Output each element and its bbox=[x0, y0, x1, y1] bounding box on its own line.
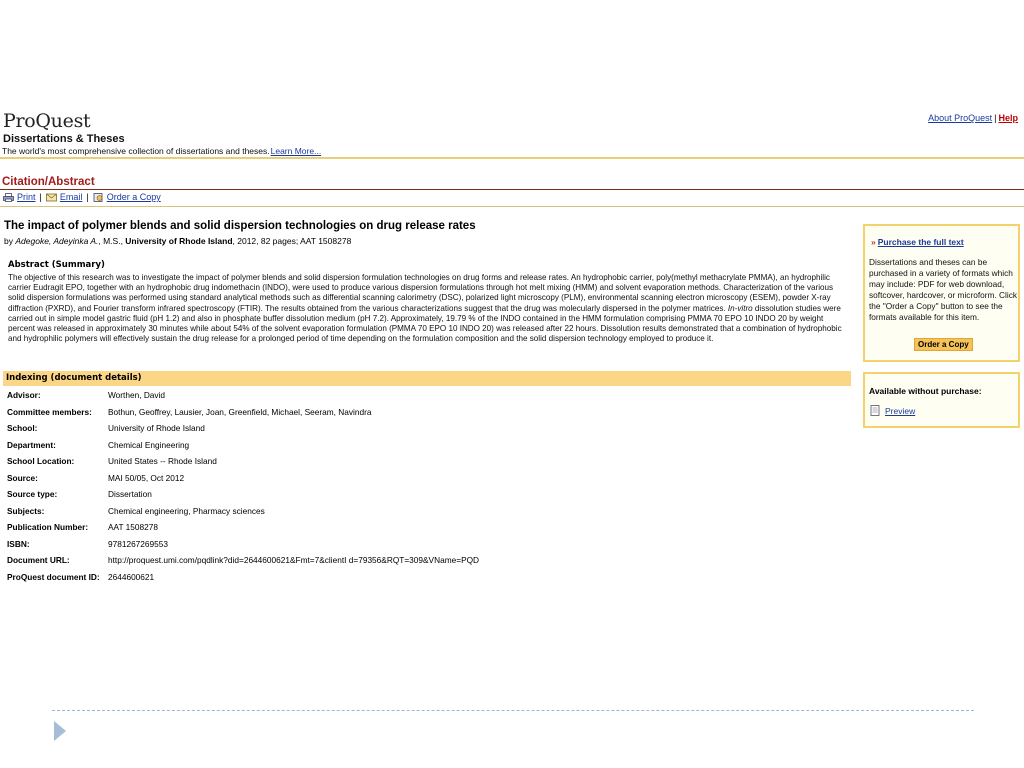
preview-link[interactable]: Preview bbox=[885, 405, 916, 416]
logo-text: ProQuest bbox=[3, 110, 91, 132]
proquest-logo[interactable] bbox=[3, 110, 125, 145]
purchase-box bbox=[863, 224, 1020, 362]
order-icon[interactable] bbox=[93, 193, 104, 202]
index-value: United States -- Rhode Island bbox=[108, 456, 217, 466]
header bbox=[0, 110, 1024, 158]
index-label: School Location: bbox=[7, 456, 75, 466]
publication-details: , 2012, 82 pages; AAT 1508278 bbox=[232, 236, 352, 246]
index-value: Worthen, David bbox=[108, 390, 166, 400]
tagline bbox=[2, 146, 321, 156]
header-divider bbox=[0, 157, 1024, 159]
email-link[interactable]: Email bbox=[59, 192, 83, 202]
separator: | bbox=[39, 192, 42, 202]
index-label: Committee members: bbox=[7, 406, 92, 417]
document-url-value[interactable]: http://proquest.umi.com/pqdlink?did=2644600621&Fmt=7&clientI d=79356&RQT=309&VName=PQD bbox=[108, 555, 480, 565]
available-title: Available without purchase: bbox=[869, 386, 982, 396]
byline bbox=[4, 236, 351, 246]
document-title: The impact of polymer blends and solid dispersion technologies on drug release rates bbox=[4, 220, 476, 232]
purchase-full-text bbox=[871, 237, 964, 247]
play-icon[interactable] bbox=[53, 720, 67, 742]
preview-icon[interactable] bbox=[870, 405, 881, 416]
abstract-part-2: dissolution studies were carried out in simple model gastric fluid (pH 1.2) and also in phosphate buffer dissolution medium (pH 7.2). Approximately, 19.79 % of the INDO contained in the HMM formulation comprising PMMA 70 EPO 10 INDO 20 by weight percent was released in approximately 30 minutes while about 54% of the solvent evaporation formulation (PMMA 70 EPO 10 INDO 20) was released after 22 hours. Dissolution results demonstrated that a combination of hydrophobic and hydrophilic polymers will effectively sustain the drug release for a prolonged period of time depending on the formulation composition and the solid dispersion technology employed to produce it. bbox=[8, 303, 842, 344]
index-value: University of Rhode Island bbox=[108, 423, 205, 433]
learn-more-link[interactable]: Learn More... bbox=[270, 146, 322, 156]
abstract-text bbox=[8, 273, 850, 344]
dashed-divider bbox=[52, 710, 974, 711]
tagline-text: The world's most comprehensive collection of dissertations and theses. bbox=[2, 146, 270, 156]
index-value: Chemical Engineering bbox=[108, 439, 190, 450]
index-label: ISBN: bbox=[7, 538, 30, 549]
index-label: School: bbox=[7, 423, 38, 433]
degree: , M.S., bbox=[98, 236, 126, 246]
index-label: Document URL: bbox=[7, 555, 70, 565]
separator: | bbox=[86, 192, 89, 202]
preview-row bbox=[870, 405, 915, 416]
section-title: Citation/Abstract bbox=[2, 176, 95, 188]
purchase-full-text-link[interactable]: Purchase the full text bbox=[877, 237, 964, 247]
indexing-heading: Indexing (document details) bbox=[3, 371, 851, 386]
index-label: Source: bbox=[7, 472, 38, 483]
index-value: AAT 1508278 bbox=[108, 522, 158, 532]
index-label: ProQuest document ID: bbox=[7, 571, 100, 582]
print-link[interactable]: Print bbox=[17, 192, 36, 202]
index-value: Bothun, Geoffrey, Lausier, Joan, Greenfield, Michael, Seeram, Navindra bbox=[108, 406, 372, 417]
available-box bbox=[863, 372, 1020, 428]
double-chevron-icon: » bbox=[871, 237, 876, 247]
index-value: Chemical engineering, Pharmacy sciences bbox=[108, 505, 265, 516]
toolbar bbox=[3, 192, 161, 202]
index-label: Subjects: bbox=[7, 505, 45, 516]
index-label: Department: bbox=[7, 439, 56, 450]
index-value: 2644600621 bbox=[108, 571, 155, 582]
index-value: MAI 50/05, Oct 2012 bbox=[108, 472, 185, 483]
logo-subtitle: Dissertations & Theses bbox=[3, 133, 125, 145]
toolbar-divider bbox=[0, 206, 1024, 207]
index-label: Source type: bbox=[7, 489, 58, 499]
section-divider bbox=[0, 189, 1024, 190]
about-proquest-link[interactable]: About ProQuest bbox=[928, 113, 993, 123]
abstract-italic: In-vitro bbox=[727, 303, 753, 313]
separator: | bbox=[994, 113, 997, 123]
order-a-copy-button[interactable]: Order a Copy bbox=[914, 338, 973, 351]
print-icon[interactable] bbox=[3, 193, 14, 202]
email-icon[interactable] bbox=[46, 193, 57, 202]
school-name: University of Rhode Island bbox=[125, 236, 233, 246]
abstract-heading: Abstract (Summary) bbox=[8, 260, 105, 270]
abstract-part-1: The objective of this research was to investigate the impact of polymer blends and solid dispersion formulation technologies on drug forms and release rates. An hydrophobic carrier, poly(methyl methacrylate PMMA), an hydrophilic carrier Eudragit EPO, together with an hydrophobic drug indomethacin (INDO), were used to produce various dispersion formulations through hot melt mixing (HMM) and solvent evaporation methods. Characterization of the various solid dispersion formulations was performed using standard analytical methods such as differential scanning calorimetry (DSC), polarized light microscopy (PLM), environmental scanning electron microscopy (ESEM), powder X-ray diffraction (PXRD), and Fourier transform infrared spectroscopy (FTIR). The results obtained from the various characterizations suggest that the drug was molecularly dispersed in the polymer matrices. bbox=[8, 273, 834, 313]
byline-by: by bbox=[4, 236, 13, 246]
top-links bbox=[928, 113, 1018, 123]
author: Adegoke, Adeyinka A. bbox=[15, 236, 99, 246]
index-value: 9781267269553 bbox=[108, 538, 168, 549]
index-label: Advisor: bbox=[7, 390, 41, 400]
help-link[interactable]: Help bbox=[998, 113, 1018, 123]
purchase-description: Dissertations and theses can be purchased in a variety of formats which may include: PDF for web download, softcover, hardcover, or microform. Click the "Order a Copy" button to see the formats available for this item. bbox=[869, 257, 1018, 322]
index-label: Publication Number: bbox=[7, 522, 89, 532]
index-value: Dissertation bbox=[108, 489, 152, 499]
order-a-copy-link[interactable]: Order a Copy bbox=[106, 192, 161, 202]
